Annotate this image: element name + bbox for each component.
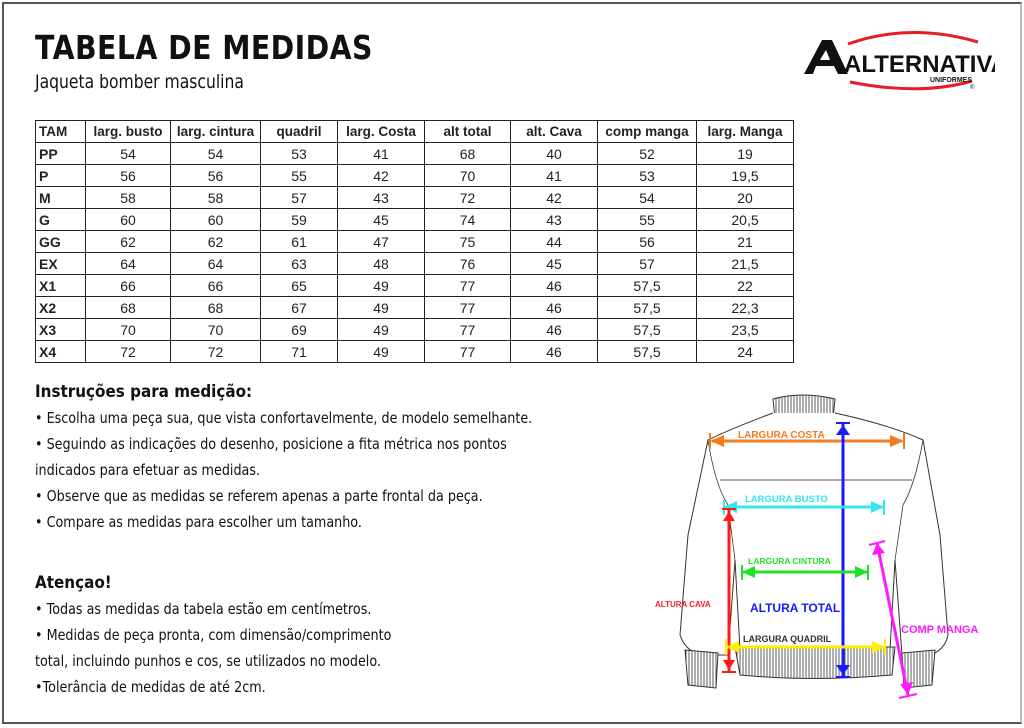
column-header-comp-manga: comp manga <box>598 121 697 143</box>
cell-alt-cava: 46 <box>511 297 598 319</box>
label-largura-busto: LARGURA BUSTO <box>745 494 828 505</box>
alternativa-logo-icon <box>800 26 995 96</box>
cell-tam: EX <box>36 253 86 275</box>
column-header-alt-cava: alt. Cava <box>511 121 598 143</box>
brand-logo <box>800 26 995 96</box>
table-row <box>36 341 794 363</box>
column-header-tam: TAM <box>36 121 86 143</box>
right-cuff <box>902 650 935 688</box>
cell-larg-busto: 72 <box>86 341 171 363</box>
cell-larg-costa: 42 <box>338 165 425 187</box>
cell-quadril: 53 <box>261 143 338 165</box>
label-largura-costa: LARGURA COSTA <box>738 430 825 441</box>
cell-larg-busto: 62 <box>86 231 171 253</box>
table-row <box>36 319 794 341</box>
cell-tam: G <box>36 209 86 231</box>
cell-comp-manga: 53 <box>598 165 697 187</box>
cell-alt-total: 72 <box>425 187 511 209</box>
cell-larg-cintura: 60 <box>171 209 261 231</box>
instruction-line: indicados para efetuar as medidas. <box>35 461 261 479</box>
cell-larg-costa: 43 <box>338 187 425 209</box>
cell-larg-cintura: 70 <box>171 319 261 341</box>
cell-larg-manga: 20,5 <box>697 209 794 231</box>
cell-larg-costa: 45 <box>338 209 425 231</box>
table-header-row <box>36 121 794 143</box>
cell-larg-busto: 60 <box>86 209 171 231</box>
column-header-larg-cintura: larg. cintura <box>171 121 261 143</box>
cell-alt-cava: 46 <box>511 275 598 297</box>
cell-larg-manga: 19,5 <box>697 165 794 187</box>
cell-alt-cava: 46 <box>511 341 598 363</box>
cell-tam: M <box>36 187 86 209</box>
cell-larg-costa: 49 <box>338 275 425 297</box>
jacket-measurement-diagram <box>640 385 1010 715</box>
cell-larg-costa: 49 <box>338 297 425 319</box>
label-comp-manga: COMP MANGA <box>901 624 979 636</box>
cell-larg-manga: 22,3 <box>697 297 794 319</box>
column-header-alt-total: alt total <box>425 121 511 143</box>
cell-tam: P <box>36 165 86 187</box>
cell-alt-cava: 42 <box>511 187 598 209</box>
cell-alt-total: 68 <box>425 143 511 165</box>
cell-larg-manga: 20 <box>697 187 794 209</box>
table-row <box>36 187 794 209</box>
attention-line: • Medidas de peça pronta, com dimensão/comprimento <box>35 626 392 644</box>
cell-tam: X4 <box>36 341 86 363</box>
instructions-title: Instruções para medição: <box>35 382 253 401</box>
cell-larg-busto: 68 <box>86 297 171 319</box>
cell-larg-cintura: 66 <box>171 275 261 297</box>
cell-alt-cava: 40 <box>511 143 598 165</box>
cell-alt-cava: 43 <box>511 209 598 231</box>
cell-quadril: 59 <box>261 209 338 231</box>
cell-alt-cava: 44 <box>511 231 598 253</box>
cell-larg-cintura: 64 <box>171 253 261 275</box>
column-header-quadril: quadril <box>261 121 338 143</box>
cell-larg-cintura: 62 <box>171 231 261 253</box>
cell-larg-manga: 23,5 <box>697 319 794 341</box>
left-cuff <box>685 650 718 688</box>
cell-comp-manga: 57,5 <box>598 319 697 341</box>
cell-larg-manga: 19 <box>697 143 794 165</box>
page-title: TABELA DE MEDIDAS <box>35 28 373 67</box>
cell-tam: X2 <box>36 297 86 319</box>
column-header-larg-costa: larg. Costa <box>338 121 425 143</box>
cell-larg-cintura: 56 <box>171 165 261 187</box>
cell-alt-cava: 41 <box>511 165 598 187</box>
cell-larg-cintura: 58 <box>171 187 261 209</box>
cell-alt-total: 77 <box>425 319 511 341</box>
page-subtitle: Jaqueta bomber masculina <box>35 71 244 93</box>
cell-alt-total: 77 <box>425 297 511 319</box>
cell-larg-manga: 24 <box>697 341 794 363</box>
cell-comp-manga: 55 <box>598 209 697 231</box>
instruction-line: • Compare as medidas para escolher um tamanho. <box>35 513 362 531</box>
table-row <box>36 275 794 297</box>
cell-quadril: 69 <box>261 319 338 341</box>
cell-larg-busto: 64 <box>86 253 171 275</box>
cell-quadril: 63 <box>261 253 338 275</box>
cell-quadril: 67 <box>261 297 338 319</box>
cell-comp-manga: 57,5 <box>598 341 697 363</box>
cell-quadril: 71 <box>261 341 338 363</box>
column-header-larg-manga: larg. Manga <box>697 121 794 143</box>
attention-section <box>35 573 675 700</box>
attention-title: Atençao! <box>35 573 112 592</box>
cell-alt-total: 74 <box>425 209 511 231</box>
table-row <box>36 231 794 253</box>
cell-quadril: 61 <box>261 231 338 253</box>
attention-line: total, incluindo punhos e cos, se utilizados no modelo. <box>35 652 381 670</box>
brand-name: ALTERNATIVA <box>844 51 995 78</box>
cell-comp-manga: 57 <box>598 253 697 275</box>
cell-alt-cava: 45 <box>511 253 598 275</box>
attention-line: •Tolerância de medidas de até 2cm. <box>35 678 266 696</box>
cell-larg-costa: 48 <box>338 253 425 275</box>
jacket-body <box>680 413 948 655</box>
cell-larg-costa: 49 <box>338 319 425 341</box>
instruction-line: • Escolha uma peça sua, que vista confortavelmente, de modelo semelhante. <box>35 409 533 427</box>
label-altura-cava: ALTURA CAVA <box>655 600 711 609</box>
label-altura-total: ALTURA TOTAL <box>750 601 841 615</box>
cell-tam: PP <box>36 143 86 165</box>
cell-comp-manga: 56 <box>598 231 697 253</box>
cell-larg-costa: 41 <box>338 143 425 165</box>
cell-alt-cava: 46 <box>511 319 598 341</box>
cell-comp-manga: 54 <box>598 187 697 209</box>
cell-alt-total: 77 <box>425 341 511 363</box>
table-row <box>36 143 794 165</box>
table-row <box>36 297 794 319</box>
cell-larg-manga: 22 <box>697 275 794 297</box>
cell-larg-busto: 58 <box>86 187 171 209</box>
instruction-line: • Observe que as medidas se referem apenas a parte frontal da peça. <box>35 487 483 505</box>
column-header-larg-busto: larg. busto <box>86 121 171 143</box>
cell-larg-busto: 56 <box>86 165 171 187</box>
registered-mark: ® <box>970 85 975 91</box>
cell-larg-busto: 66 <box>86 275 171 297</box>
cell-alt-total: 75 <box>425 231 511 253</box>
waistband <box>735 647 895 679</box>
cell-tam: X1 <box>36 275 86 297</box>
cell-quadril: 65 <box>261 275 338 297</box>
cell-comp-manga: 57,5 <box>598 297 697 319</box>
cell-larg-costa: 49 <box>338 341 425 363</box>
size-table <box>35 120 794 363</box>
instruction-line: • Seguindo as indicações do desenho, posicione a fita métrica nos pontos <box>35 435 507 453</box>
instructions-section <box>35 382 675 535</box>
cell-larg-manga: 21,5 <box>697 253 794 275</box>
attention-line: • Todas as medidas da tabela estão em centímetros. <box>35 600 372 618</box>
cell-larg-costa: 47 <box>338 231 425 253</box>
cell-quadril: 57 <box>261 187 338 209</box>
table-row <box>36 209 794 231</box>
label-largura-quadril: LARGURA QUADRIL <box>743 634 832 644</box>
brand-tagline: UNIFORMES <box>930 77 972 84</box>
jacket-icon <box>640 385 1010 715</box>
cell-larg-cintura: 54 <box>171 143 261 165</box>
cell-quadril: 55 <box>261 165 338 187</box>
cell-tam: GG <box>36 231 86 253</box>
cell-alt-total: 70 <box>425 165 511 187</box>
cell-comp-manga: 57,5 <box>598 275 697 297</box>
cell-alt-total: 77 <box>425 275 511 297</box>
cell-larg-manga: 21 <box>697 231 794 253</box>
cell-larg-cintura: 72 <box>171 341 261 363</box>
cell-alt-total: 76 <box>425 253 511 275</box>
label-largura-cintura: LARGURA CINTURA <box>748 556 831 566</box>
cell-comp-manga: 52 <box>598 143 697 165</box>
cell-larg-cintura: 68 <box>171 297 261 319</box>
cell-larg-busto: 54 <box>86 143 171 165</box>
cell-tam: X3 <box>36 319 86 341</box>
table-row <box>36 165 794 187</box>
cell-larg-busto: 70 <box>86 319 171 341</box>
table-row <box>36 253 794 275</box>
